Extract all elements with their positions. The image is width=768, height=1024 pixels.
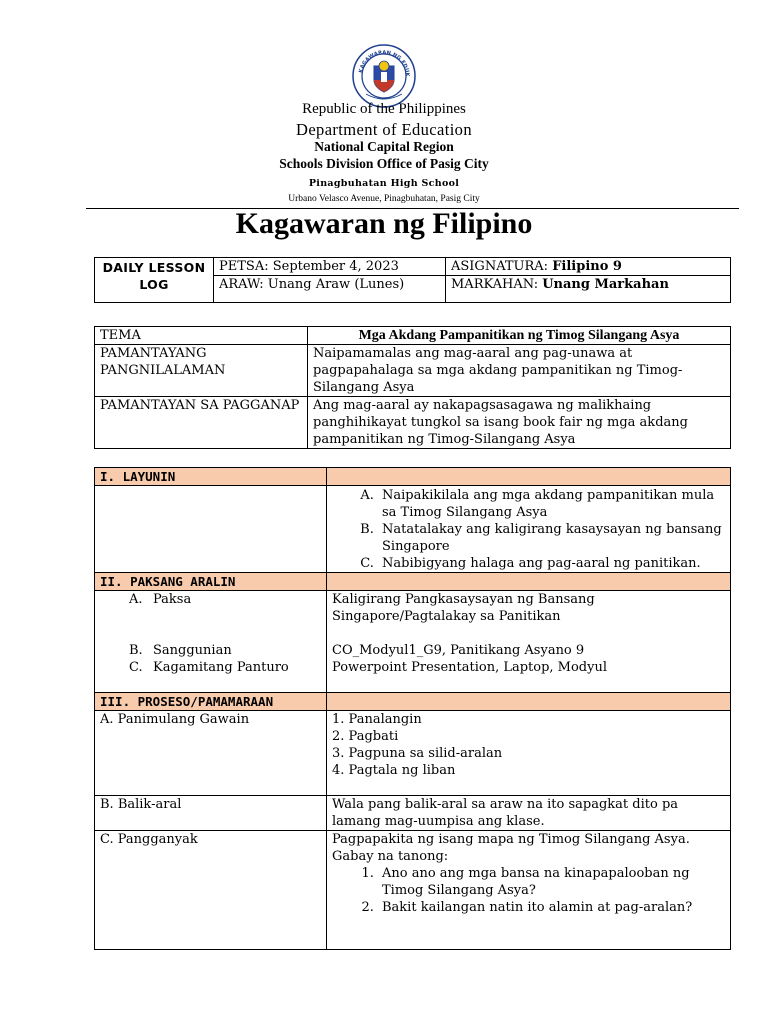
pangganyak-label: C. Pangganyak <box>95 831 327 950</box>
layunin-objectives <box>327 486 731 573</box>
asignatura-cell: ASIGNATURA: Filipino 9 <box>446 258 731 276</box>
republic-line: Republic of the Philippines <box>302 101 466 117</box>
pangganyak-value: Pagpapakita ng isang mapa ng Timog Silangang Asya. <box>332 832 690 847</box>
panimula-item: 4. Pagtala ng liban <box>332 763 456 778</box>
paksang-aralin-values <box>327 591 731 693</box>
balik-aral-value: Wala pang balik-aral sa araw na ito sapagkat dito pa lamang mag-uumpisa ang klase. <box>327 796 731 831</box>
panimula-label: A. Panimulang Gawain <box>95 711 327 796</box>
dll-label: DAILY LESSON LOG <box>95 258 214 303</box>
pangnilalaman-label: PAMANTAYANG PANGNILALAMAN <box>95 345 308 397</box>
paksang-aralin-heading-fill <box>327 573 731 591</box>
deped-seal-logo <box>352 44 416 108</box>
kagamitan-value: Powerpoint Presentation, Laptop, Modyul <box>332 660 608 675</box>
layunin-heading: I. LAYUNIN <box>95 468 327 486</box>
objective-item: A. Naipakikilala ang mga akdang pampanitikan mula sa Timog Silangang Asya <box>378 487 725 521</box>
objective-item: C. Nabibigyang halaga ang pag-aaral ng panitikan. <box>378 555 725 572</box>
gabay-question: 2. Bakit kailangan natin ito alamin at pag-aralan? <box>378 899 725 916</box>
balik-aral-label: B. Balik-aral <box>95 796 327 831</box>
school-address: Urbano Velasco Avenue, Pinagbuhatan, Pasig City <box>288 194 480 204</box>
school-name: Pinagbuhatan High School <box>308 178 460 189</box>
paksang-aralin-labels <box>95 591 327 693</box>
division-line: Schools Division Office of Pasig City <box>279 156 489 171</box>
region-line: National Capital Region <box>314 139 454 154</box>
araw-cell: ARAW: Unang Araw (Lunes) <box>214 276 446 303</box>
petsa-value: September 4, 2023 <box>272 259 399 274</box>
panimula-item: 1. Panalangin <box>332 712 422 727</box>
layunin-heading-fill <box>327 468 731 486</box>
asignatura-value: Filipino 9 <box>552 259 622 274</box>
pangnilalaman-value: Naipamamalas ang mag-aaral ang pag-unawa at pagpapahalaga sa mga akdang pampanitikan ng Timog-Silangang Asya <box>308 345 731 397</box>
paksang-aralin-heading: II. PAKSANG ARALIN <box>95 573 327 591</box>
panimula-items <box>327 711 731 796</box>
sanggunian-label: B. Sanggunian <box>129 643 232 658</box>
layunin-empty-cell <box>95 486 327 573</box>
lesson-info-table <box>94 257 731 303</box>
pagganap-value: Ang mag-aaral ay nakapagsasagawa ng malikhaing panghihikayat tungkol sa isang book fair ng mga akdang pampanitikan ng Timog-Silangang Asya <box>308 397 731 449</box>
standards-table <box>94 326 731 449</box>
tema-value: Mga Akdang Pampanitikan ng Timog Silangang Asya <box>308 327 731 345</box>
tema-label: TEMA <box>95 327 308 345</box>
araw-value: Unang Araw (Lunes) <box>267 277 405 292</box>
sanggunian-value: CO_Modyul1_G9, Panitikang Asyano 9 <box>332 643 585 658</box>
paksa-value: Kaligirang Pangkasaysayan ng Bansang Singapore/Pagtalakay sa Panitikan <box>332 592 595 624</box>
kagamitan-label: C. Kagamitang Panturo <box>129 660 289 675</box>
pangganyak-content <box>327 831 731 950</box>
page-title: Kagawaran ng Filipino <box>235 207 533 240</box>
proseso-heading: III. PROSESO/PAMAMARAAN <box>95 693 327 711</box>
proseso-heading-fill <box>327 693 731 711</box>
objective-item: B. Natatalakay ang kaligirang kasaysayan ng bansang Singapore <box>378 521 725 555</box>
paksa-label: A. Paksa <box>129 592 192 607</box>
gabay-label: Gabay na tanong: <box>332 849 449 864</box>
gabay-question: 1. Ano ano ang mga bansa na kinapapaloobаn ng Timog Silangang Asya? <box>378 865 725 899</box>
svg-text:KAGAWARAN NG EDUKASYON: KAGAWARAN NG EDUK <box>358 49 411 77</box>
markahan-cell: MARKAHAN: Unang Markahan <box>446 276 731 303</box>
markahan-value: Unang Markahan <box>542 277 669 292</box>
procedure-table <box>94 467 731 950</box>
department-line: Department of Education <box>296 120 472 139</box>
pagganap-label: PAMANTAYAN SA PAGGANAP <box>95 397 308 449</box>
panimula-item: 2. Pagbati <box>332 729 399 744</box>
petsa-cell: PETSA: September 4, 2023 <box>214 258 446 276</box>
panimula-item: 3. Pagpuna sa silid-aralan <box>332 746 503 761</box>
